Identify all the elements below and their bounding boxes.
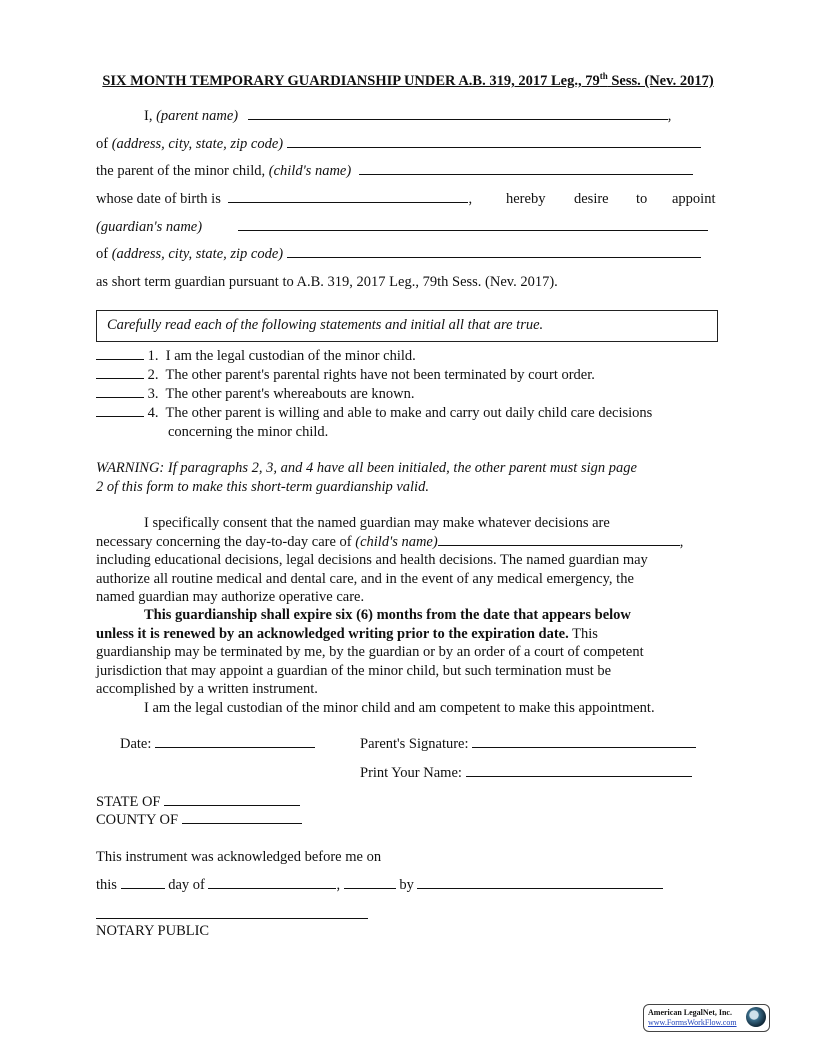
acknowledgment-text: This instrument was acknowledged before me on — [96, 849, 382, 865]
parent-signature-field[interactable] — [472, 735, 696, 748]
text: by — [399, 877, 414, 893]
parent-signature-label: Parent's Signature: — [360, 736, 469, 752]
parent-address-row — [96, 135, 701, 153]
guardian-address-row — [96, 245, 701, 263]
company-name: American LegalNet, Inc. — [648, 1008, 732, 1017]
guardian-name-row — [96, 218, 708, 236]
warning-line-2: 2 of this form to make this short-term guardianship valid. — [96, 479, 429, 495]
statement-text: The other parent's parental rights have not been terminated by court order. — [165, 367, 595, 383]
text: including educational decisions, legal decisions and health decisions. The named guardian may — [96, 552, 648, 568]
statement-1 — [96, 347, 416, 365]
text: this — [96, 877, 117, 893]
initial-field-1[interactable] — [96, 347, 144, 360]
instruction-text: Carefully read each of the following statements and initial all that are true. — [107, 317, 544, 333]
county-field[interactable] — [182, 811, 302, 824]
day-field[interactable] — [121, 876, 165, 889]
parent-address-label: (address, city, state, zip code) — [111, 136, 284, 152]
footer-logo — [643, 1004, 770, 1032]
label: I, — [144, 108, 157, 124]
text: necessary concerning the day-to-day care of — [96, 533, 356, 550]
initial-field-4[interactable] — [96, 404, 144, 417]
text: authorize all routine medical and dental care, and in the event of any medical emergency, the — [96, 570, 634, 587]
word: appoint — [672, 191, 716, 207]
print-name-row — [360, 764, 692, 782]
notary-signature-line[interactable] — [96, 918, 368, 919]
statement-3 — [96, 385, 415, 403]
consent-child-name-field[interactable] — [438, 533, 680, 546]
text: accomplished by a written instrument. — [96, 681, 318, 697]
document-title — [96, 71, 720, 90]
date-row — [120, 735, 315, 753]
bold-text: This guardianship shall expire six (6) months from the date that appears below — [144, 607, 631, 623]
parent-signature-row — [360, 735, 696, 753]
word: to — [636, 191, 648, 207]
by-name-field[interactable] — [417, 876, 663, 889]
dob-row — [96, 190, 720, 208]
child-name-label: (child's name) — [268, 163, 352, 179]
title-text: SIX MONTH TEMPORARY GUARDIANSHIP UNDER A.B. 319, 2017 Leg., 79 — [102, 72, 600, 89]
date-label: Date: — [120, 736, 152, 752]
date-field[interactable] — [155, 735, 315, 748]
warning-line-1: WARNING: If paragraphs 2, 3, and 4 have all been initialed, the other parent must sign page — [96, 460, 637, 476]
company-url-link[interactable]: www.FormsWorkFlow.com — [648, 1018, 737, 1027]
child-name-field[interactable] — [359, 162, 693, 175]
child-name-label: (child's name) — [355, 533, 438, 550]
statement-num: 2. — [147, 367, 159, 383]
label: whose date of birth is — [96, 191, 221, 207]
notary-date-row: this day of , by — [96, 876, 663, 894]
guardian-name-field[interactable] — [238, 218, 708, 231]
instruction-box — [96, 310, 718, 342]
word: hereby — [506, 191, 546, 207]
notary-public-label: NOTARY PUBLIC — [96, 923, 210, 939]
bold-text: unless it is renewed by an acknowledged writing prior to the expiration date. — [96, 625, 569, 642]
initial-field-2[interactable] — [96, 366, 144, 379]
word: desire — [574, 191, 609, 207]
guardian-address-label: (address, city, state, zip code) — [111, 246, 284, 262]
dob-field[interactable] — [228, 190, 468, 203]
guardian-name-label: (guardian's name) — [96, 219, 203, 235]
print-name-label: Print Your Name: — [360, 765, 462, 781]
guardian-address-field[interactable] — [287, 245, 701, 258]
globe-icon — [746, 1007, 766, 1027]
text: named guardian may authorize operative care. — [96, 589, 365, 605]
label: the parent of the minor child, — [96, 163, 269, 179]
text: I specifically consent that the named guardian may make whatever decisions are — [144, 515, 610, 531]
statement-4 — [96, 404, 652, 422]
child-name-row — [96, 162, 693, 180]
text: guardianship may be terminated by me, by the guardian or by an order of a court of competent — [96, 644, 644, 660]
label: of — [96, 246, 112, 262]
parent-name-row — [96, 107, 671, 125]
text: day of — [168, 877, 205, 893]
statement-text: The other parent is willing and able to make and carry out daily child care decisions — [165, 405, 653, 421]
statement-num: 1. — [147, 348, 159, 364]
title-sup: th — [599, 71, 608, 81]
state-label: STATE OF — [96, 794, 161, 810]
statement-text: The other parent's whereabouts are known. — [165, 386, 415, 402]
initial-field-3[interactable] — [96, 385, 144, 398]
parent-name-label: (parent name) — [156, 108, 239, 124]
print-name-field[interactable] — [466, 764, 692, 777]
custodian-statement: I am the legal custodian of the minor child and am competent to make this appointment. — [144, 699, 655, 716]
statement-2 — [96, 366, 595, 384]
county-row — [96, 811, 302, 829]
comma: , — [468, 191, 473, 207]
year-field[interactable] — [344, 876, 396, 889]
statement-4-continued: concerning the minor child. — [168, 424, 329, 440]
parent-address-field[interactable] — [287, 135, 701, 148]
county-label: COUNTY OF — [96, 812, 179, 828]
expiry-paragraph — [96, 606, 720, 717]
title-rest: Sess. (Nev. 2017) — [607, 72, 714, 89]
comma: , — [667, 108, 672, 124]
statement-num: 3. — [147, 386, 159, 402]
state-row — [96, 793, 300, 811]
statement-num: 4. — [147, 405, 159, 421]
state-field[interactable] — [164, 793, 300, 806]
parent-name-field[interactable] — [248, 107, 668, 120]
consent-paragraph: I specifically consent that the named guardian may make whatever decisions are necessary concerning the day-to-day care of (child's name) , including educational decisions, legal decisions and health decisions. The named guardian may authorize all routine medical and dental care, and in the event of any medical emergency, the named guardian may authorize operative care. — [96, 514, 720, 607]
pursuant-line: as short term guardian pursuant to A.B. 319, 2017 Leg., 79th Sess. (Nev. 2017). — [96, 274, 558, 290]
text: This — [568, 625, 598, 642]
month-field[interactable] — [208, 876, 336, 889]
statement-text: I am the legal custodian of the minor child. — [165, 348, 416, 364]
label: of — [96, 136, 112, 152]
text: jurisdiction that may appoint a guardian of the minor child, but such termination must be — [96, 662, 612, 679]
